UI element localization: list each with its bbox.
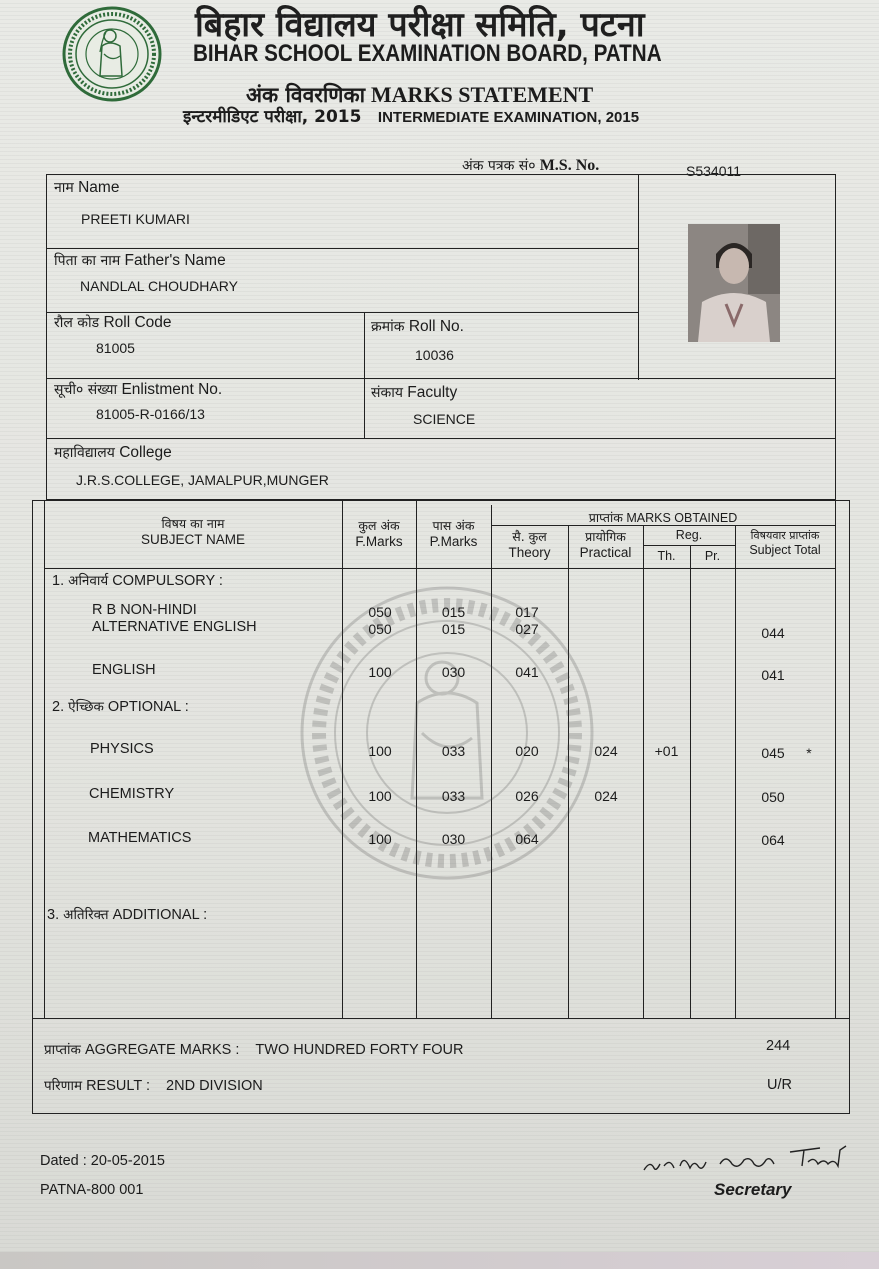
secretary-title: Secretary	[714, 1180, 792, 1199]
header-subject-name-english: SUBJECT NAME	[140, 532, 246, 547]
student-photo	[688, 224, 780, 342]
header-full-marks-hindi: कुल अंक	[358, 518, 400, 533]
pass-marks: 030	[441, 664, 466, 680]
father-name-label-english: Father's Name	[124, 252, 226, 269]
college-label	[54, 443, 172, 462]
dated-label: Dated :	[40, 1153, 87, 1169]
subject-name: MATHEMATICS	[88, 830, 192, 846]
faculty-label	[371, 383, 457, 402]
full-marks: 050	[368, 604, 392, 620]
aggregate-value: 244	[766, 1038, 791, 1054]
divider	[32, 1018, 850, 1019]
college-label-hindi: महाविद्यालय	[54, 445, 115, 461]
section-number: 1.	[52, 573, 65, 589]
section-label-english: COMPULSORY :	[112, 573, 223, 589]
section-label-hindi: अतिरिक्त	[63, 907, 109, 923]
practical-marks: 024	[594, 788, 618, 804]
full-marks: 050	[368, 621, 392, 637]
pass-marks: 015	[441, 604, 466, 620]
header-theory-hindi: सै. कुल	[512, 529, 547, 544]
pass-marks: 015	[441, 621, 466, 637]
divider	[44, 568, 835, 569]
divider	[643, 545, 735, 546]
header-reg-pr: Pr.	[704, 549, 721, 563]
header-full-marks	[342, 517, 416, 549]
background-surface	[0, 1252, 879, 1269]
ms-no-label-hindi: अंक पत्रक सं०	[462, 158, 536, 174]
grace-mark-asterisk: *	[806, 745, 812, 761]
student-photo-image	[688, 224, 780, 342]
section-label-hindi: अनिवार्य	[68, 573, 109, 589]
divider	[364, 312, 365, 438]
dated	[40, 1153, 165, 1169]
secretary-signature	[640, 1140, 860, 1180]
section-additional	[47, 905, 207, 923]
roll-no-value: 10036	[415, 347, 454, 363]
place: PATNA-800 001	[40, 1182, 144, 1198]
header-theory	[491, 528, 568, 560]
faculty-label-english: Faculty	[407, 384, 458, 401]
practical-marks: 024	[594, 743, 618, 759]
subject-name: R B NON-HINDI	[92, 602, 197, 618]
result-label-hindi: परिणाम	[44, 1078, 83, 1094]
header-reg-th: Th.	[657, 549, 676, 563]
divider	[643, 525, 644, 1018]
subject-name: PHYSICS	[90, 741, 154, 757]
subject-total: 050	[761, 789, 785, 805]
header-theory-english: Theory	[508, 545, 551, 560]
father-name-label-hindi: पिता का नाम	[54, 253, 121, 269]
pass-marks: 033	[441, 743, 466, 759]
section-optional	[52, 697, 189, 715]
enlistment-label	[54, 380, 222, 399]
photo-divider	[638, 174, 639, 380]
result-label-english: RESULT :	[86, 1078, 150, 1094]
board-seal-logo	[62, 6, 162, 102]
full-marks: 100	[368, 788, 392, 804]
theory-marks: 020	[515, 743, 539, 759]
header-marks-obtained-english: MARKS OBTAINED	[626, 511, 738, 525]
subject-name: ENGLISH	[92, 662, 156, 678]
full-marks: 100	[368, 831, 392, 847]
header-full-marks-english: F.Marks	[355, 534, 403, 549]
theory-marks: 017	[515, 604, 539, 620]
header-subject-name-hindi: विषय का नाम	[161, 516, 225, 531]
exam-title-english: INTERMEDIATE EXAMINATION, 2015	[377, 109, 640, 126]
roll-code-label-hindi: रौल कोड	[54, 315, 100, 331]
subject-total: 041	[761, 667, 785, 683]
subject-name: ALTERNATIVE ENGLISH	[92, 619, 257, 635]
divider	[44, 500, 45, 1018]
enlistment-label-hindi: सूची० संख्या	[54, 382, 118, 398]
section-label-hindi: ऐच्छिक	[68, 699, 104, 715]
board-title-english: BIHAR SCHOOL EXAMINATION BOARD, PATNA	[193, 40, 662, 67]
header-practical	[568, 528, 643, 560]
ms-no-label	[462, 156, 599, 175]
header-pass-marks	[416, 517, 491, 549]
document-title-hindi: अंक विवरणिका	[246, 83, 366, 107]
divider	[491, 505, 492, 1018]
header-pass-marks-english: P.Marks	[429, 534, 478, 549]
header-marks-obtained	[491, 509, 835, 526]
section-label-english: ADDITIONAL :	[112, 907, 208, 923]
divider	[835, 500, 836, 1018]
header-subject-total	[735, 528, 835, 557]
divider	[568, 525, 569, 1018]
enlistment-label-english: Enlistment No.	[121, 381, 223, 398]
result-value: 2ND DIVISION	[166, 1078, 263, 1094]
reg-theory: +01	[654, 743, 679, 759]
divider	[416, 500, 417, 1018]
pass-marks: 033	[441, 788, 466, 804]
header-practical-hindi: प्रायोगिक	[585, 529, 626, 544]
roll-code-label	[54, 313, 172, 332]
header-subject-total-english: Subject Total	[749, 543, 821, 557]
roll-no-label-hindi: क्रमांक	[371, 319, 405, 335]
full-marks: 100	[368, 743, 392, 759]
section-label-english: OPTIONAL :	[107, 699, 189, 715]
exam-title	[183, 104, 639, 127]
theory-marks: 026	[515, 788, 539, 804]
college-value: J.R.S.COLLEGE, JAMALPUR,MUNGER	[76, 472, 329, 488]
board-title-hindi: बिहार विद्यालय परीक्षा समिति, पटना	[195, 5, 645, 45]
divider	[46, 248, 638, 249]
subject-total: 064	[761, 832, 785, 848]
father-name: NANDLAL CHOUDHARY	[80, 278, 238, 294]
dated-value: 20-05-2015	[90, 1153, 165, 1169]
name-label	[54, 178, 119, 197]
student-name: PREETI KUMARI	[81, 211, 190, 227]
result-code: U/R	[767, 1077, 792, 1093]
aggregate-words: TWO HUNDRED FORTY FOUR	[255, 1042, 464, 1058]
roll-no-label	[371, 317, 464, 336]
enlistment-value: 81005-R-0166/13	[96, 406, 205, 422]
header-practical-english: Practical	[579, 545, 632, 560]
name-label-hindi: नाम	[54, 180, 74, 196]
divider	[735, 525, 736, 1018]
aggregate-marks	[44, 1040, 464, 1058]
aggregate-label-hindi: प्राप्तांक	[44, 1042, 81, 1058]
father-name-label	[54, 251, 226, 270]
section-number: 3.	[47, 907, 60, 923]
header-reg: Reg.	[675, 528, 703, 542]
theory-marks: 027	[515, 621, 539, 637]
divider	[342, 500, 343, 1018]
divider	[690, 545, 691, 1018]
pass-marks: 030	[441, 831, 466, 847]
roll-no-label-english: Roll No.	[408, 318, 464, 335]
header-pass-marks-hindi: पास अंक	[432, 518, 475, 533]
header-subject-name	[44, 515, 342, 547]
subject-name: CHEMISTRY	[89, 786, 175, 802]
roll-code-label-english: Roll Code	[103, 314, 172, 331]
roll-code-value: 81005	[96, 340, 135, 356]
exam-title-hindi: इन्टरमीडिएट परीक्षा, 2015	[183, 107, 362, 127]
section-compulsory	[52, 571, 223, 589]
ms-no-value: S534011	[686, 163, 742, 179]
divider	[46, 378, 836, 379]
faculty-label-hindi: संकाय	[371, 385, 403, 401]
ms-no-label-english: M.S. No.	[539, 157, 600, 174]
college-label-english: College	[119, 444, 172, 461]
marks-table	[32, 500, 850, 1114]
subject-total: 044	[761, 625, 785, 641]
divider	[46, 438, 836, 439]
header-subject-total-hindi: विषयवार प्राप्तांक	[750, 529, 820, 542]
theory-marks: 064	[515, 831, 539, 847]
subject-total: 045	[761, 745, 785, 761]
faculty-value: SCIENCE	[413, 411, 476, 427]
header-marks-obtained-hindi: प्राप्तांक	[588, 510, 623, 525]
name-label-english: Name	[78, 179, 120, 196]
document-title-english: MARKS STATEMENT	[370, 82, 594, 107]
section-number: 2.	[52, 699, 65, 715]
aggregate-label-english: AGGREGATE MARKS :	[84, 1042, 240, 1058]
theory-marks: 041	[515, 664, 539, 680]
full-marks: 100	[368, 664, 392, 680]
result	[44, 1076, 263, 1094]
